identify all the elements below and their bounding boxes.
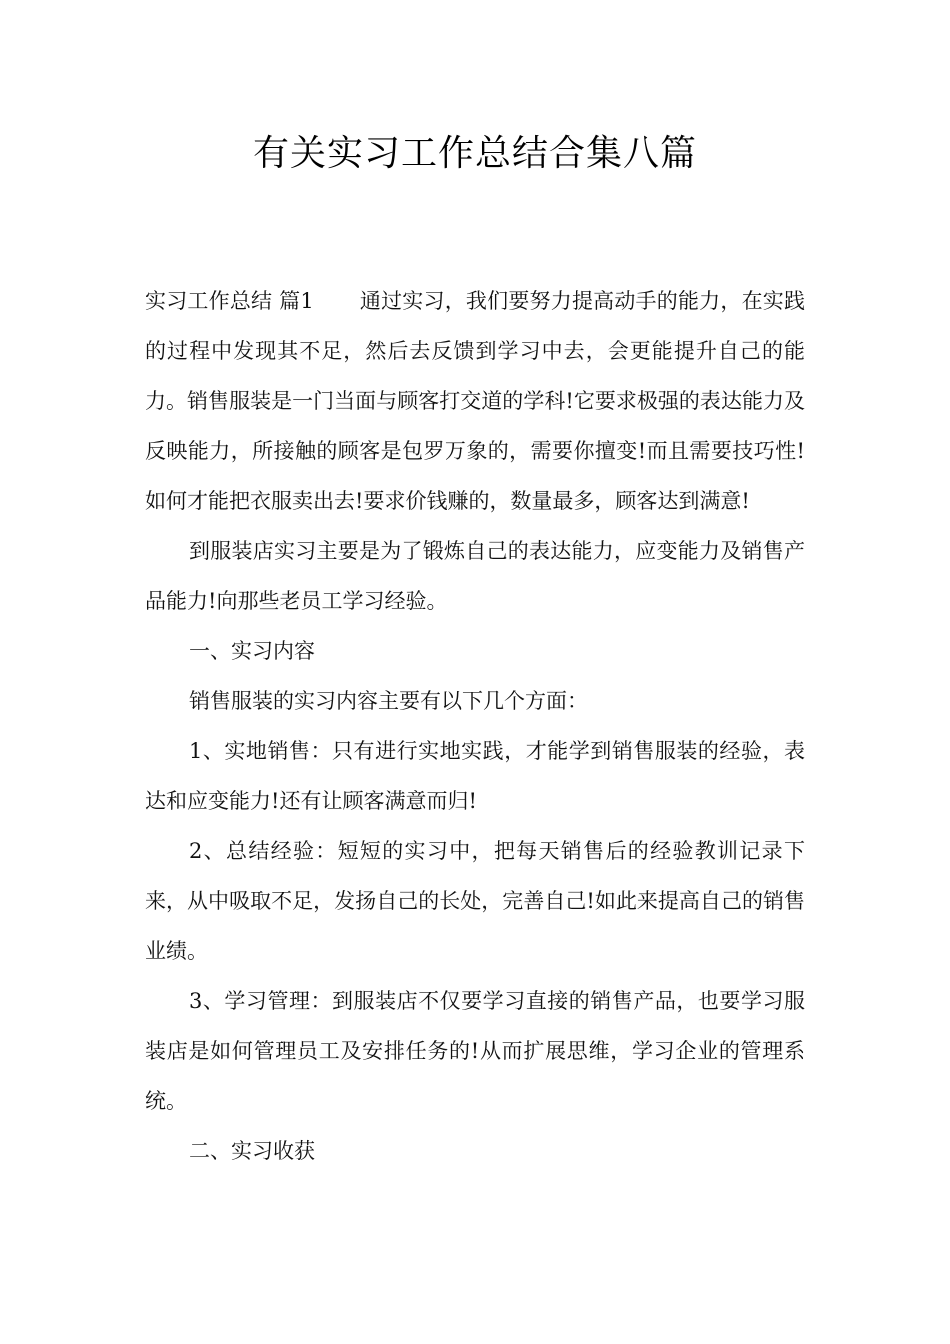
list-item: 2、总结经验：短短的实习中，把每天销售后的经验教训记录下来，从中吸取不足，发扬自己的长处，完善自己!如此来提高自己的销售业绩。 — [145, 839, 805, 963]
list-item: 1、实地销售：只有进行实地实践，才能学到销售服装的经验，表达和应变能力!还有让顾客满意而归! — [145, 739, 805, 813]
section-heading-content: 一、实习内容 — [189, 639, 315, 663]
section-label: 实习工作总结 篇1 — [145, 289, 314, 313]
paragraph: 到服装店实习主要是为了锻炼自己的表达能力，应变能力及销售产品能力!向那些老员工学习经验。 — [145, 539, 805, 613]
paragraph-intro-text: 通过实习，我们要努力提高动手的能力，在实践的过程中发现其不足，然后去反馈到学习中去，会更能提升自己的能力。销售服装是一门当面与顾客打交道的学科!它要求极强的表达能力及反映能力，所接触的顾客是包罗万象的，需要你擅变!而且需要技巧性!如何才能把衣服卖出去!要求价钱赚的，数量最多，顾客达到满意! — [145, 289, 805, 513]
list-item: 3、学习管理：到服装店不仅要学习直接的销售产品，也要学习服装店是如何管理员工及安排任务的!从而扩展思维，学习企业的管理系统。 — [145, 989, 805, 1113]
paragraph: 销售服装的实习内容主要有以下几个方面： — [189, 689, 588, 713]
document-title: 有关实习工作总结合集八篇 — [252, 133, 697, 174]
document-body — [145, 276, 805, 1176]
paragraph-intro — [145, 276, 805, 526]
section-heading-gains: 二、实习收获 — [189, 1139, 315, 1163]
